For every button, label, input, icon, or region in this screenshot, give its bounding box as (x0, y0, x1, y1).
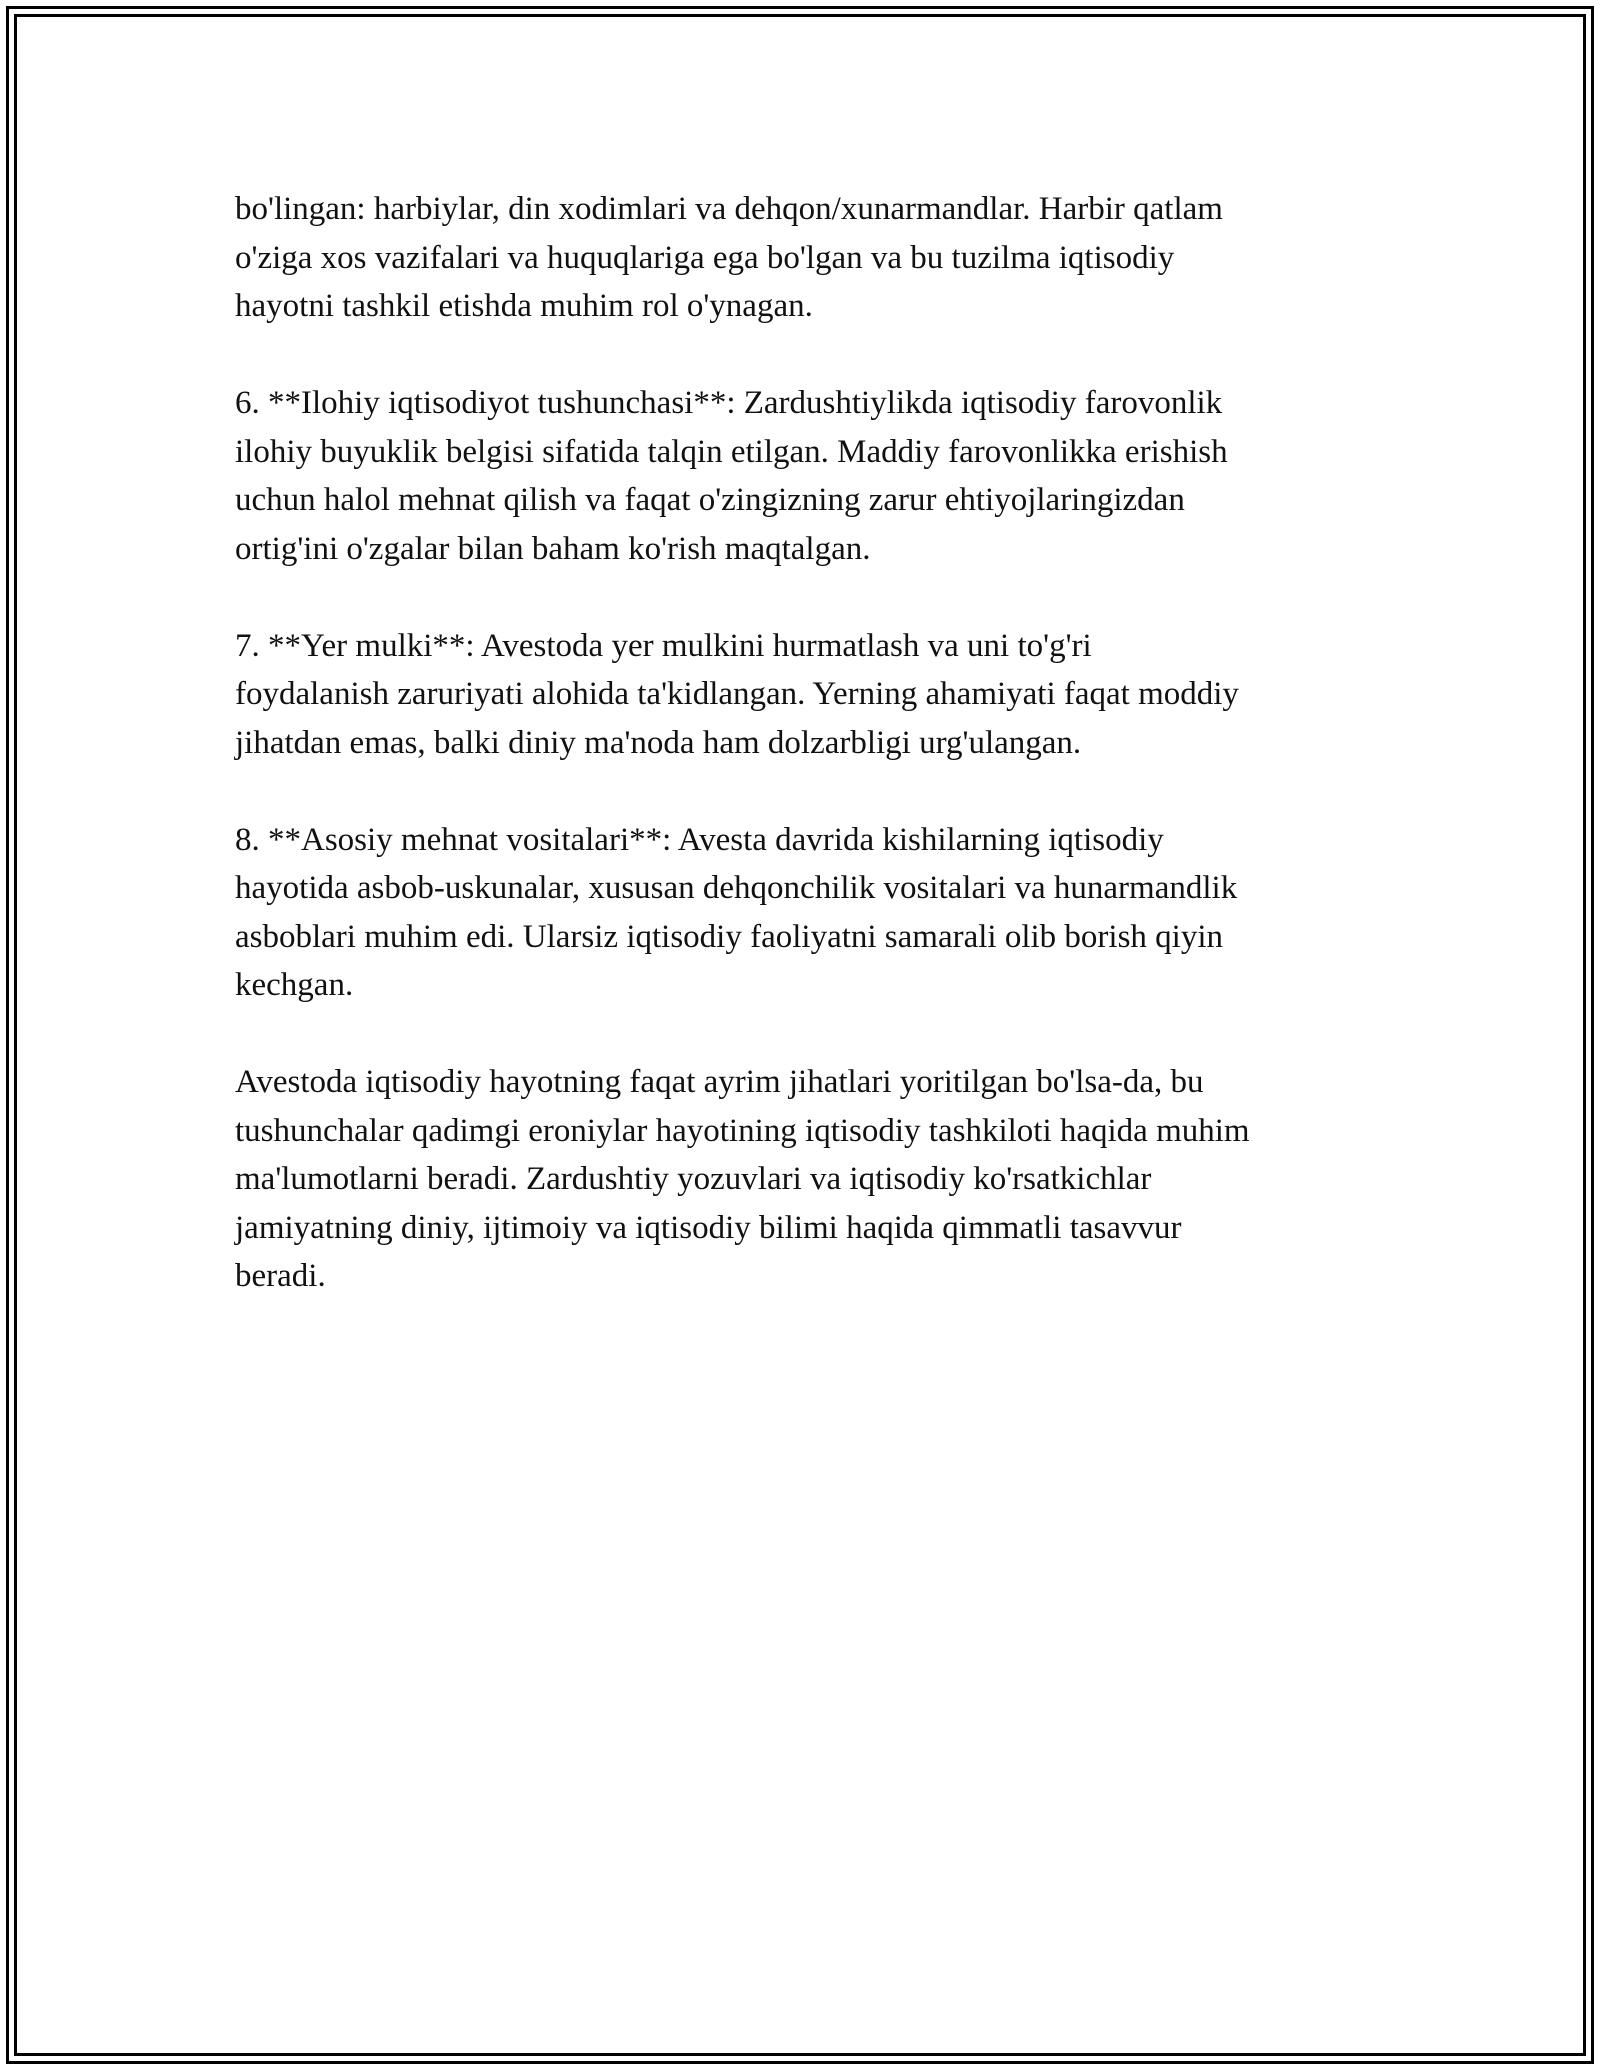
text-line: ilohiy buyuklik belgisi sifatida talqin etilgan. Maddiy farovonlikka erishish (235, 433, 1228, 470)
text-line: asboblari muhim edi. Ularsiz iqtisodiy faoliyatni samarali olib borish qiyin (235, 918, 1224, 955)
text-line: jamiyatning diniy, ijtimoiy va iqtisodiy bilimi haqida qimmatli tasavvur (235, 1209, 1182, 1246)
text-line: uchun halol mehnat qilish va faqat o'zingizning zarur ehtiyojlaringizdan (235, 482, 1185, 518)
paragraph-conclusion (235, 1058, 1395, 1301)
paragraph-social-classes (235, 185, 1395, 331)
document-body (235, 185, 1395, 1349)
text-line: 7. **Yer mulki**: Avestoda yer mulkini hurmatlash va uni to'g'ri (235, 627, 1092, 664)
text-line: jihatdan emas, balki diniy ma'noda ham dolzarbligi urg'ulangan. (235, 724, 1082, 761)
text-line: bo'lingan: harbiylar, din xodimlari va dehqon/xunarmandlar. Harbir qatlam (235, 191, 1223, 227)
text-line: Avestoda iqtisodiy hayotning faqat ayrim jihatlari yoritilgan bo'lsa-da, bu (235, 1064, 1204, 1100)
text-line: o'ziga xos vazifalari va huquqlariga ega bo'lgan va bu tuzilma iqtisodiy (235, 239, 1175, 276)
text-line: tushunchalar qadimgi eroniylar hayotining iqtisodiy tashkiloti haqida muhim (235, 1112, 1250, 1149)
text-line: 6. **Ilohiy iqtisodiyot tushunchasi**: Zardushtiylikda iqtisodiy farovonlik (235, 385, 1223, 421)
paragraph-item-8 (235, 816, 1395, 1010)
text-line: ma'lumotlarni beradi. Zardushtiy yozuvlari va iqtisodiy ko'rsatkichlar (235, 1161, 1152, 1197)
text-line: hayotida asbob-uskunalar, xususan dehqonchilik vositalari va hunarmandlik (235, 870, 1238, 906)
text-line: beradi. (235, 1258, 326, 1294)
text-line: hayotni tashkil etishda muhim rol o'ynagan. (235, 288, 813, 324)
paragraph-item-6 (235, 379, 1395, 573)
text-line: foydalanish zaruriyati alohida ta'kidlangan. Yerning ahamiyati faqat moddiy (235, 676, 1239, 712)
text-line: kechgan. (235, 967, 354, 1003)
paragraph-item-7 (235, 622, 1395, 768)
text-line: 8. **Asosiy mehnat vositalari**: Avesta davrida kishilarning iqtisodiy (235, 821, 1164, 858)
text-line: ortig'ini o'zgalar bilan baham ko'rish maqtalgan. (235, 530, 871, 567)
